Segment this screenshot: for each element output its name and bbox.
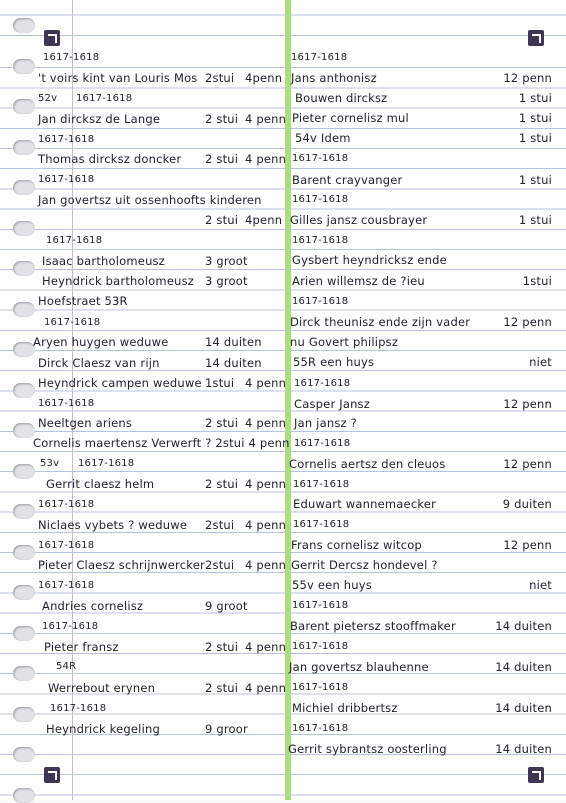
ledger-line: [38, 152, 181, 166]
ledger-line: [291, 71, 377, 85]
entry-unit: 4 penn: [245, 416, 287, 430]
entry-name: 1617-1618: [38, 540, 95, 551]
ledger-line: [38, 518, 187, 532]
entry-name: 54v Idem: [295, 131, 351, 145]
entry-name: Hoefstraet 53R: [38, 294, 128, 308]
entry-name: Michiel dribbertsz: [292, 701, 398, 715]
entry-amount: 2 stui: [205, 213, 239, 227]
entry-amount: 14 duiten: [205, 356, 262, 370]
entry-name: Gerrit Dercsz hondevel ?: [291, 558, 438, 572]
ledger-line: [289, 457, 445, 471]
entry-name: Cornelis aertsz den cleuos: [289, 457, 446, 471]
entry-amount: 1 stui: [518, 91, 552, 105]
ledger-line: [38, 71, 198, 85]
entry-unit: 4 penn: [245, 518, 287, 532]
entry-name: Arien willemsz de ?ieu: [292, 274, 425, 288]
ledger-line: [294, 416, 357, 430]
entry-amount: 1 stui: [518, 111, 552, 125]
binding-hole: [13, 707, 35, 722]
binding-hole: [13, 261, 35, 276]
entry-name: Aryen huygen weduwe: [33, 335, 169, 349]
entry-name: nu Govert philipsz: [290, 335, 399, 349]
entry-name: 1617-1618: [294, 378, 351, 389]
entry-name: Pieter fransz: [44, 640, 119, 654]
entry-name: Gerrit claesz helm: [46, 477, 155, 491]
entry-name: 1617-1618: [76, 93, 133, 104]
entry-amount: 2 stui: [205, 477, 239, 491]
entry-name: Thomas dircksz doncker: [38, 152, 182, 166]
entry-amount: niet: [529, 578, 552, 592]
binding-holes: [13, 18, 37, 788]
entry-name: Heyndrick kegeling: [46, 722, 160, 736]
entry-name: Jan govertsz uit ossenhoofts kinderen: [38, 193, 262, 207]
ledger-line: [290, 619, 456, 633]
entry-name: Andries cornelisz: [42, 599, 144, 613]
entry-name: Dirck theunisz ende zijn vader: [290, 315, 471, 329]
ledger-line: [38, 112, 160, 126]
ledger-line: [33, 335, 168, 349]
entry-amount: 14 duiten: [495, 619, 552, 633]
binding-hole: [13, 423, 35, 438]
corner-mark-icon: [528, 767, 544, 783]
binding-hole: [13, 59, 35, 74]
entry-amount: niet: [529, 355, 552, 369]
entry-name: Pieter Claesz schrijnwercker: [38, 558, 205, 572]
entry-unit: 4 penn: [245, 477, 287, 491]
corner-mark-icon: [44, 30, 60, 46]
entry-name: Casper Jansz: [294, 397, 370, 411]
entry-unit: 4 penn: [245, 112, 287, 126]
entry-unit: 4penn: [245, 213, 283, 227]
entry-name: 1617-1618: [44, 317, 101, 328]
ledger-line: [292, 599, 348, 613]
entry-name: Jans anthonisz: [291, 71, 377, 85]
ledger-line: [292, 722, 348, 736]
entry-amount: 2 stui: [205, 640, 239, 654]
ledger-line: [292, 640, 348, 654]
entry-name: 1617-1618: [293, 479, 350, 490]
ledger-line: [38, 558, 205, 572]
entry-name: Dirck Claesz van rijn: [38, 356, 160, 370]
entry-name: Bouwen dircksz: [295, 91, 388, 105]
entry-amount: 1stui: [522, 274, 552, 288]
entry-amount: 1 stui: [518, 213, 552, 227]
ledger-line: [292, 111, 409, 125]
binding-hole: [13, 626, 35, 641]
entry-name: 55R een huys: [293, 355, 375, 369]
ledger-line: [44, 316, 100, 330]
ledger-line: [38, 193, 262, 207]
entry-amount: 12 penn: [503, 315, 552, 329]
ledger-line: [56, 660, 76, 674]
entry-name: 1617-1618: [38, 580, 95, 591]
ledger-line: [292, 701, 398, 715]
entry-amount: 2stui: [205, 558, 235, 572]
entry-name: 1617-1618: [292, 641, 349, 652]
entry-amount: 14 duiten: [205, 335, 262, 349]
ledger-line: [294, 377, 350, 391]
ledger-line: [38, 294, 128, 308]
entry-name: Jan govertsz blauhenne: [289, 660, 429, 674]
ledger-line: [40, 457, 59, 471]
binding-hole: [13, 666, 35, 681]
entry-amount: 12 penn: [503, 538, 552, 552]
entry-name: Neeltgen ariens: [38, 416, 133, 430]
entry-amount: 3 groot: [205, 254, 248, 268]
binding-hole: [13, 180, 35, 195]
entry-name: 1617-1618: [50, 703, 107, 714]
entry-amount: 14 duiten: [495, 701, 552, 715]
ledger-line: [295, 91, 387, 105]
ledger-line: [292, 578, 372, 592]
binding-hole: [13, 747, 35, 762]
binding-hole: [13, 18, 35, 33]
entry-name: Isaac bartholomeusz: [42, 254, 165, 268]
ledger-line: [293, 355, 374, 369]
ledger-line: [38, 416, 132, 430]
entry-name: 1617-1618: [292, 194, 349, 205]
entry-name: Cornelis maertensz Verwerft ? 2stui 4 penn: [33, 436, 290, 450]
binding-hole: [13, 140, 35, 155]
ledger-line: [46, 234, 102, 248]
ledger-line: [42, 620, 98, 634]
entry-name: Pieter cornelisz mul: [292, 111, 409, 125]
ledger-line: [293, 518, 349, 532]
entry-name: Werrebout erynen: [48, 681, 156, 695]
entry-name: 1617-1618: [78, 458, 135, 469]
binding-hole: [13, 504, 35, 519]
entry-name: Eduwart wannemaecker: [293, 497, 437, 511]
entry-amount: 1 stui: [518, 131, 552, 145]
entry-name: Jan jansz ?: [294, 416, 357, 430]
ledger-line: [292, 274, 425, 288]
ledger-line: [38, 397, 94, 411]
entry-amount: 14 duiten: [495, 742, 552, 756]
entry-amount: 12 penn: [503, 397, 552, 411]
ledger-line: [290, 213, 427, 227]
ledger-line: [38, 498, 94, 512]
entry-name: 1617-1618: [292, 235, 349, 246]
entry-amount: 14 duiten: [495, 660, 552, 674]
entry-name: Frans cornelisz witcop: [291, 538, 422, 552]
binding-hole: [13, 342, 35, 357]
ledger-line: [38, 356, 160, 370]
entry-name: 52v: [38, 93, 58, 104]
binding-hole: [13, 585, 35, 600]
entry-name: 1617-1618: [292, 600, 349, 611]
entry-name: 1617-1618: [38, 134, 95, 145]
binding-hole: [13, 545, 35, 560]
corner-mark-icon: [528, 30, 544, 46]
entry-unit: 4 penn: [245, 376, 287, 390]
ledger-line: [293, 497, 436, 511]
ledger-line: [294, 437, 350, 451]
ledger-line: [292, 152, 348, 166]
ledger-line: [46, 722, 160, 736]
entry-name: Gilles jansz cousbrayer: [290, 213, 428, 227]
entry-amount: 2stui: [205, 518, 235, 532]
ledger-line: [46, 477, 154, 491]
entry-amount: 2 stui: [205, 112, 239, 126]
entry-name: 1617-1618: [291, 52, 348, 63]
entry-name: 1617-1618: [38, 499, 95, 510]
entry-name: Niclaes vybets ? weduwe: [38, 518, 188, 532]
ledger-line: [291, 538, 422, 552]
entry-name: 1617-1618: [294, 438, 351, 449]
entry-unit: 4 penn: [245, 558, 287, 572]
entry-amount: 9 groot: [205, 599, 248, 613]
ledger-line: [42, 274, 194, 288]
entry-name: 1617-1618: [292, 153, 349, 164]
entry-amount: 2 stui: [205, 681, 239, 695]
entry-name: Heyndrick bartholomeusz: [42, 274, 195, 288]
binding-hole: [13, 788, 35, 803]
binding-hole: [13, 99, 35, 114]
ledger-line: [292, 295, 348, 309]
ledger-line: [293, 478, 349, 492]
ledger-line: [76, 92, 132, 106]
entry-name: 1617-1618: [46, 235, 103, 246]
binding-hole: [13, 302, 35, 317]
entry-name: 1617-1618: [292, 682, 349, 693]
entry-name: 1617-1618: [293, 519, 350, 530]
entry-name: 't voirs kint van Louris Mos: [38, 71, 198, 85]
ledger-line: [38, 376, 202, 390]
entry-amount: 1stui: [205, 376, 235, 390]
ledger-line: [289, 660, 429, 674]
ledger-line: [44, 640, 119, 654]
entry-name: Barent crayvanger: [292, 173, 403, 187]
entry-amount: 1 stui: [518, 173, 552, 187]
entry-amount: 12 penn: [503, 71, 552, 85]
entry-unit: 4penn: [245, 71, 283, 85]
corner-mark-icon: [44, 767, 60, 783]
binding-hole: [13, 383, 35, 398]
entry-name: Jan dircksz de Lange: [38, 112, 161, 126]
ledger-line: [43, 51, 99, 65]
entry-name: 55v een huys: [292, 578, 372, 592]
entry-name: Gysbert heyndricksz ende: [292, 253, 447, 267]
ledger-line: [292, 234, 348, 248]
entry-name: Barent pietersz stooffmaker: [290, 619, 456, 633]
ledger-line: [48, 681, 155, 695]
entry-amount: 2 stui: [205, 416, 239, 430]
ledger-line: [295, 131, 351, 145]
entry-name: 1617-1618: [38, 398, 95, 409]
ledger-line: [292, 173, 403, 187]
ledger-line: [38, 133, 94, 147]
ledger-line: [38, 173, 94, 187]
ledger-line: [78, 457, 134, 471]
entry-amount: 2stui: [205, 71, 235, 85]
ledger-line: [42, 599, 143, 613]
ledger-line: [292, 681, 348, 695]
ledger-line: [294, 397, 370, 411]
entry-amount: 9 groor: [205, 722, 248, 736]
entry-name: Gerrit sybrantsz oosterling: [288, 742, 447, 756]
ledger-line: [38, 579, 94, 593]
ledger-line: [33, 436, 290, 450]
ledger-line: [290, 315, 470, 329]
entry-name: 1617-1618: [42, 621, 99, 632]
ledger-line: [292, 193, 348, 207]
entry-name: 54R: [56, 661, 77, 672]
entry-amount: 2 stui: [205, 152, 239, 166]
ledger-line: [291, 558, 438, 572]
ledger-line: [291, 51, 347, 65]
entry-name: 53v: [40, 458, 60, 469]
ledger-line: [42, 254, 165, 268]
entry-amount: 9 duiten: [502, 497, 552, 511]
binding-hole: [13, 221, 35, 236]
ledger-line: [38, 92, 57, 106]
entry-unit: 4 penn: [245, 681, 287, 695]
binding-hole: [13, 464, 35, 479]
entry-name: 1617-1618: [38, 174, 95, 185]
ledger-line: [288, 742, 447, 756]
entry-name: 1617-1618: [43, 52, 100, 63]
entry-unit: 4 penn: [245, 640, 287, 654]
entry-amount: 12 penn: [503, 457, 552, 471]
ledger-line: [38, 539, 94, 553]
ledger-line: [290, 335, 398, 349]
entry-amount: 3 groot: [205, 274, 248, 288]
ledger-line: [50, 702, 106, 716]
entry-name: Heyndrick campen weduwe: [38, 376, 202, 390]
entry-name: 1617-1618: [292, 296, 349, 307]
entry-unit: 4 penn: [245, 152, 287, 166]
entry-name: 1617-1618: [292, 723, 349, 734]
ledger-line: [292, 253, 447, 267]
